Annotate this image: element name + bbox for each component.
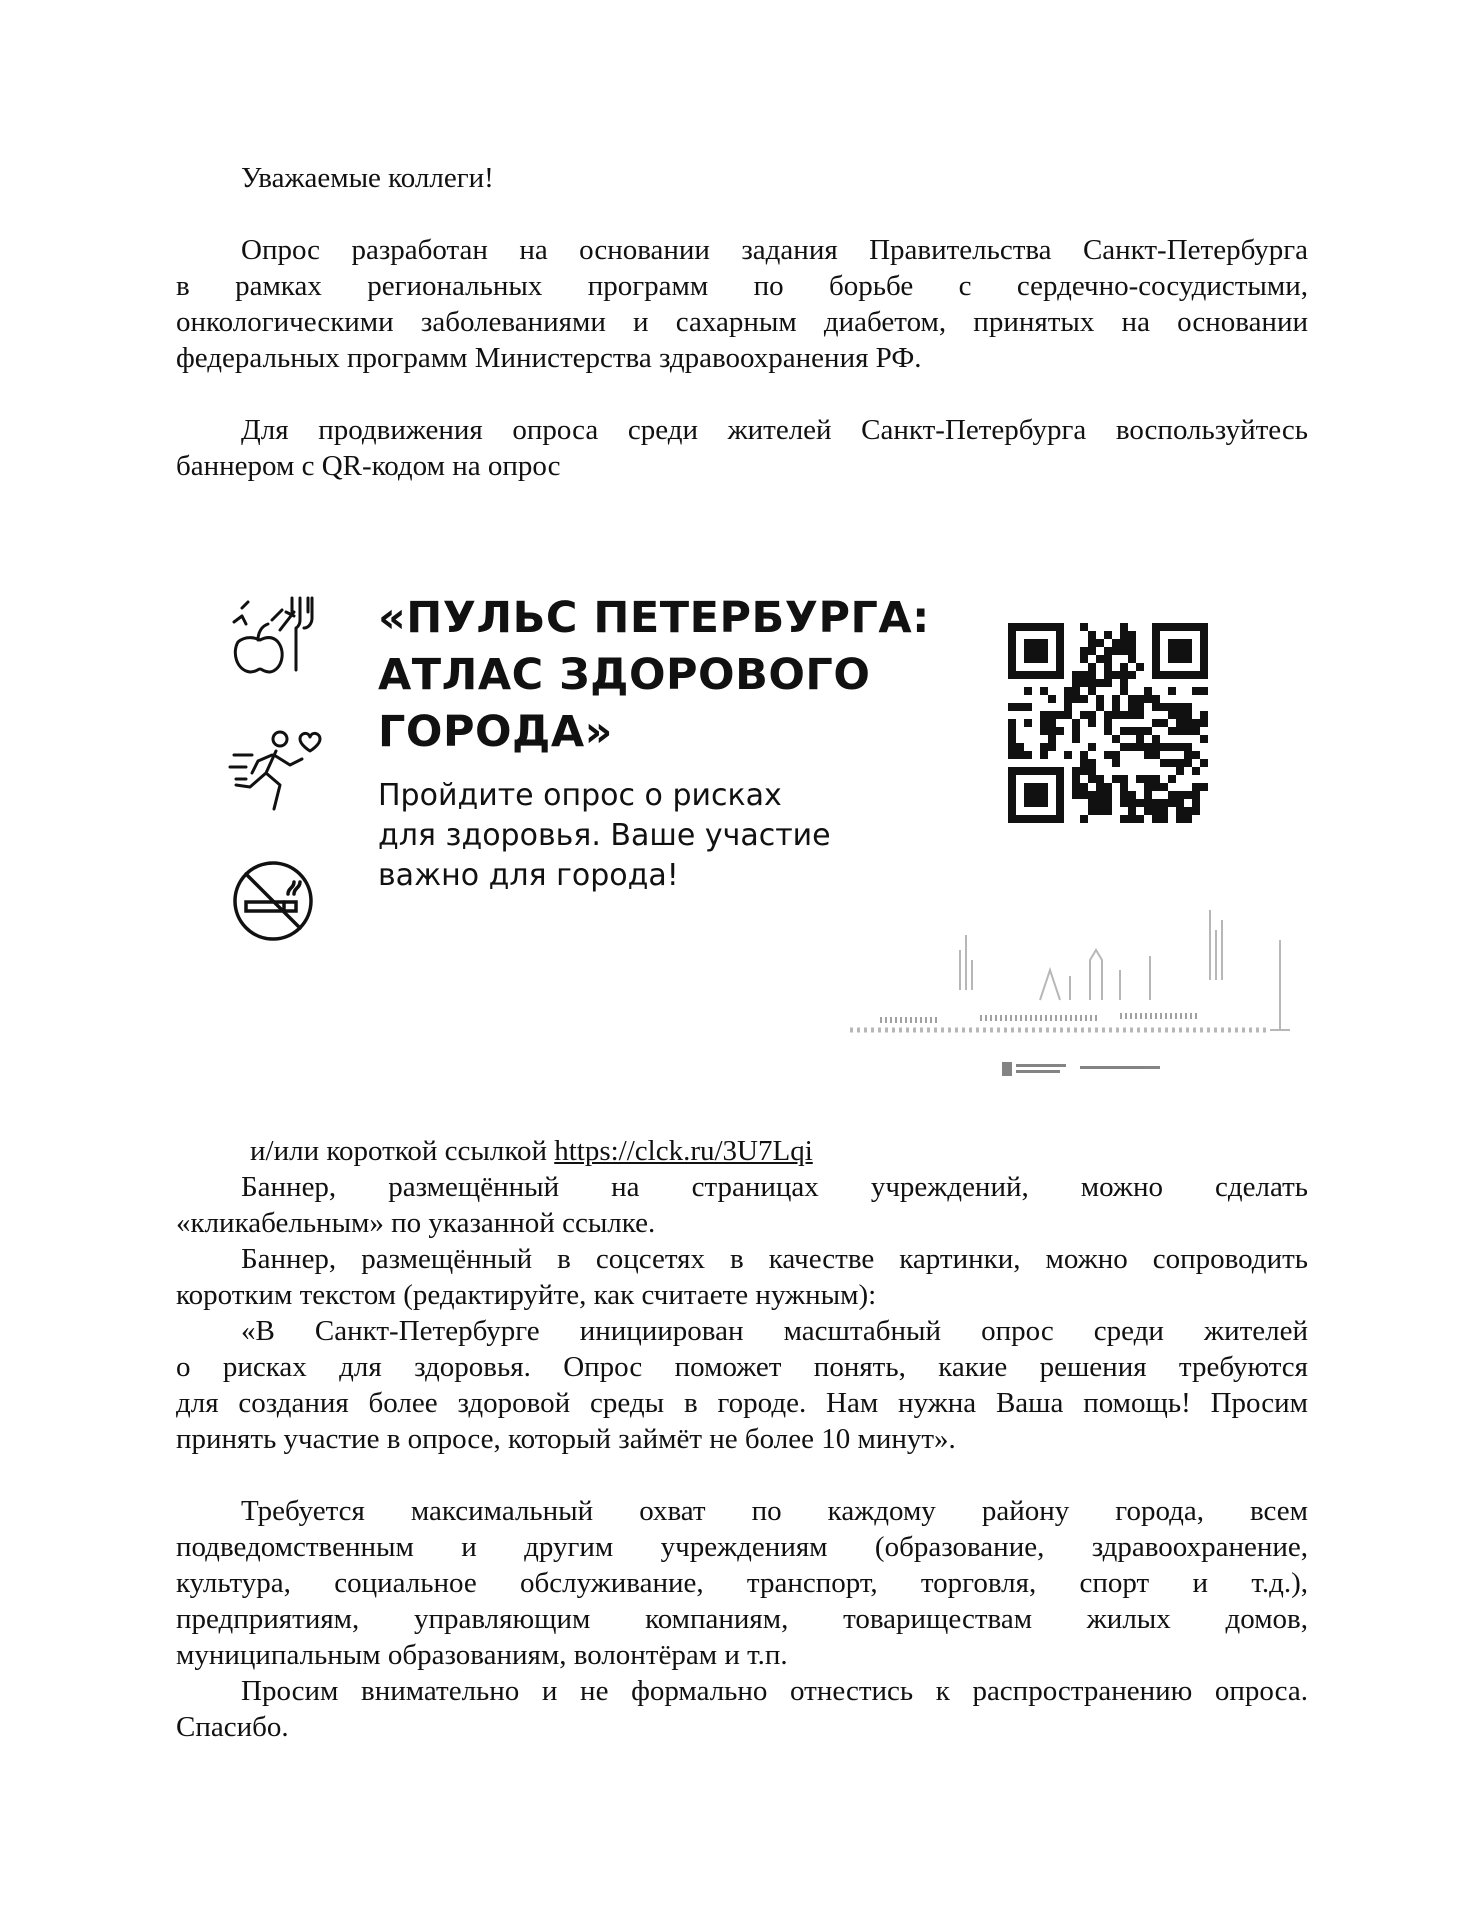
- para5-line1: Требуется максимальный охват по каждому району города, всем: [241, 1495, 1308, 1527]
- para4-line4: о рисках для здоровья. Опрос поможет понять, какие решения требуются: [176, 1351, 1308, 1383]
- para1-line1: Опрос разработан на основании задания Правительства Санкт-Петербурга: [241, 234, 1308, 266]
- para6-line2: Спасибо.: [176, 1711, 289, 1743]
- banner-title-line2: АТЛАС ЗДОРОВОГО: [378, 650, 871, 700]
- running-person-icon: [226, 725, 326, 815]
- banner-subtitle-line1: Пройдите опрос о рисках: [378, 778, 782, 813]
- para4-line5: для создания более здоровой среды в городе. Нам нужна Ваша помощь! Просим: [176, 1387, 1308, 1419]
- link-line: [250, 1133, 813, 1169]
- para6-line1: Просим внимательно и не формально отнестись к распространению опроса.: [241, 1675, 1308, 1707]
- healthy-food-icon: [228, 592, 320, 678]
- para5-line4: предприятиям, управляющим компаниям, товариществам жилых домов,: [176, 1603, 1308, 1635]
- para1-line3: онкологическими заболеваниями и сахарным диабетом, принятых на основании: [176, 306, 1308, 338]
- link-prefix: и/или короткой ссылкой: [250, 1135, 555, 1167]
- para5-line3: культура, социальное обслуживание, транспорт, торговля, спорт и т.д.),: [176, 1567, 1308, 1599]
- para2-line2: баннером с QR-кодом на опрос: [176, 450, 561, 482]
- greeting: Уважаемые коллеги!: [241, 162, 494, 194]
- para3-line1: Баннер, размещённый на страницах учреждений, можно сделать: [241, 1171, 1308, 1203]
- banner-title: [378, 590, 978, 761]
- banner-subtitle: [378, 776, 898, 896]
- para1-line4: федеральных программ Министерства здравоохранения РФ.: [176, 342, 922, 374]
- para4-line2: коротким текстом (редактируйте, как считаете нужным):: [176, 1279, 877, 1311]
- banner-subtitle-line3: важно для города!: [378, 858, 679, 893]
- para2-line1: Для продвижения опроса среди жителей Санкт-Петербурга воспользуйтесь: [241, 414, 1308, 446]
- banner-title-line1: «ПУЛЬС ПЕТЕРБУРГА:: [378, 593, 930, 643]
- para4-line1: Баннер, размещённый в соцсетях в качестве картинки, можно сопроводить: [241, 1243, 1308, 1275]
- short-link[interactable]: https://clck.ru/3U7Lqi: [554, 1135, 813, 1167]
- survey-banner[interactable]: [220, 580, 1300, 1090]
- no-smoking-icon: [230, 858, 316, 944]
- para4-line6: принять участие в опросе, который займёт не более 10 минут».: [176, 1423, 956, 1455]
- qr-code[interactable]: [1008, 623, 1208, 823]
- banner-subtitle-line2: для здоровья. Ваше участие: [378, 818, 831, 853]
- para5-line5: муниципальным образованиям, волонтёрам и т.п.: [176, 1639, 788, 1671]
- para5-line2: подведомственным и другим учреждениям (образование, здравоохранение,: [176, 1531, 1308, 1563]
- faint-skyline-graphic: [740, 880, 1300, 1080]
- para1-line2: в рамках региональных программ по борьбе с сердечно-сосудистыми,: [176, 270, 1308, 302]
- banner-title-line3: ГОРОДА»: [378, 707, 613, 757]
- para4-line3: «В Санкт-Петербурге инициирован масштабный опрос среди жителей: [241, 1315, 1308, 1347]
- para3-line2: «кликабельным» по указанной ссылке.: [176, 1207, 656, 1239]
